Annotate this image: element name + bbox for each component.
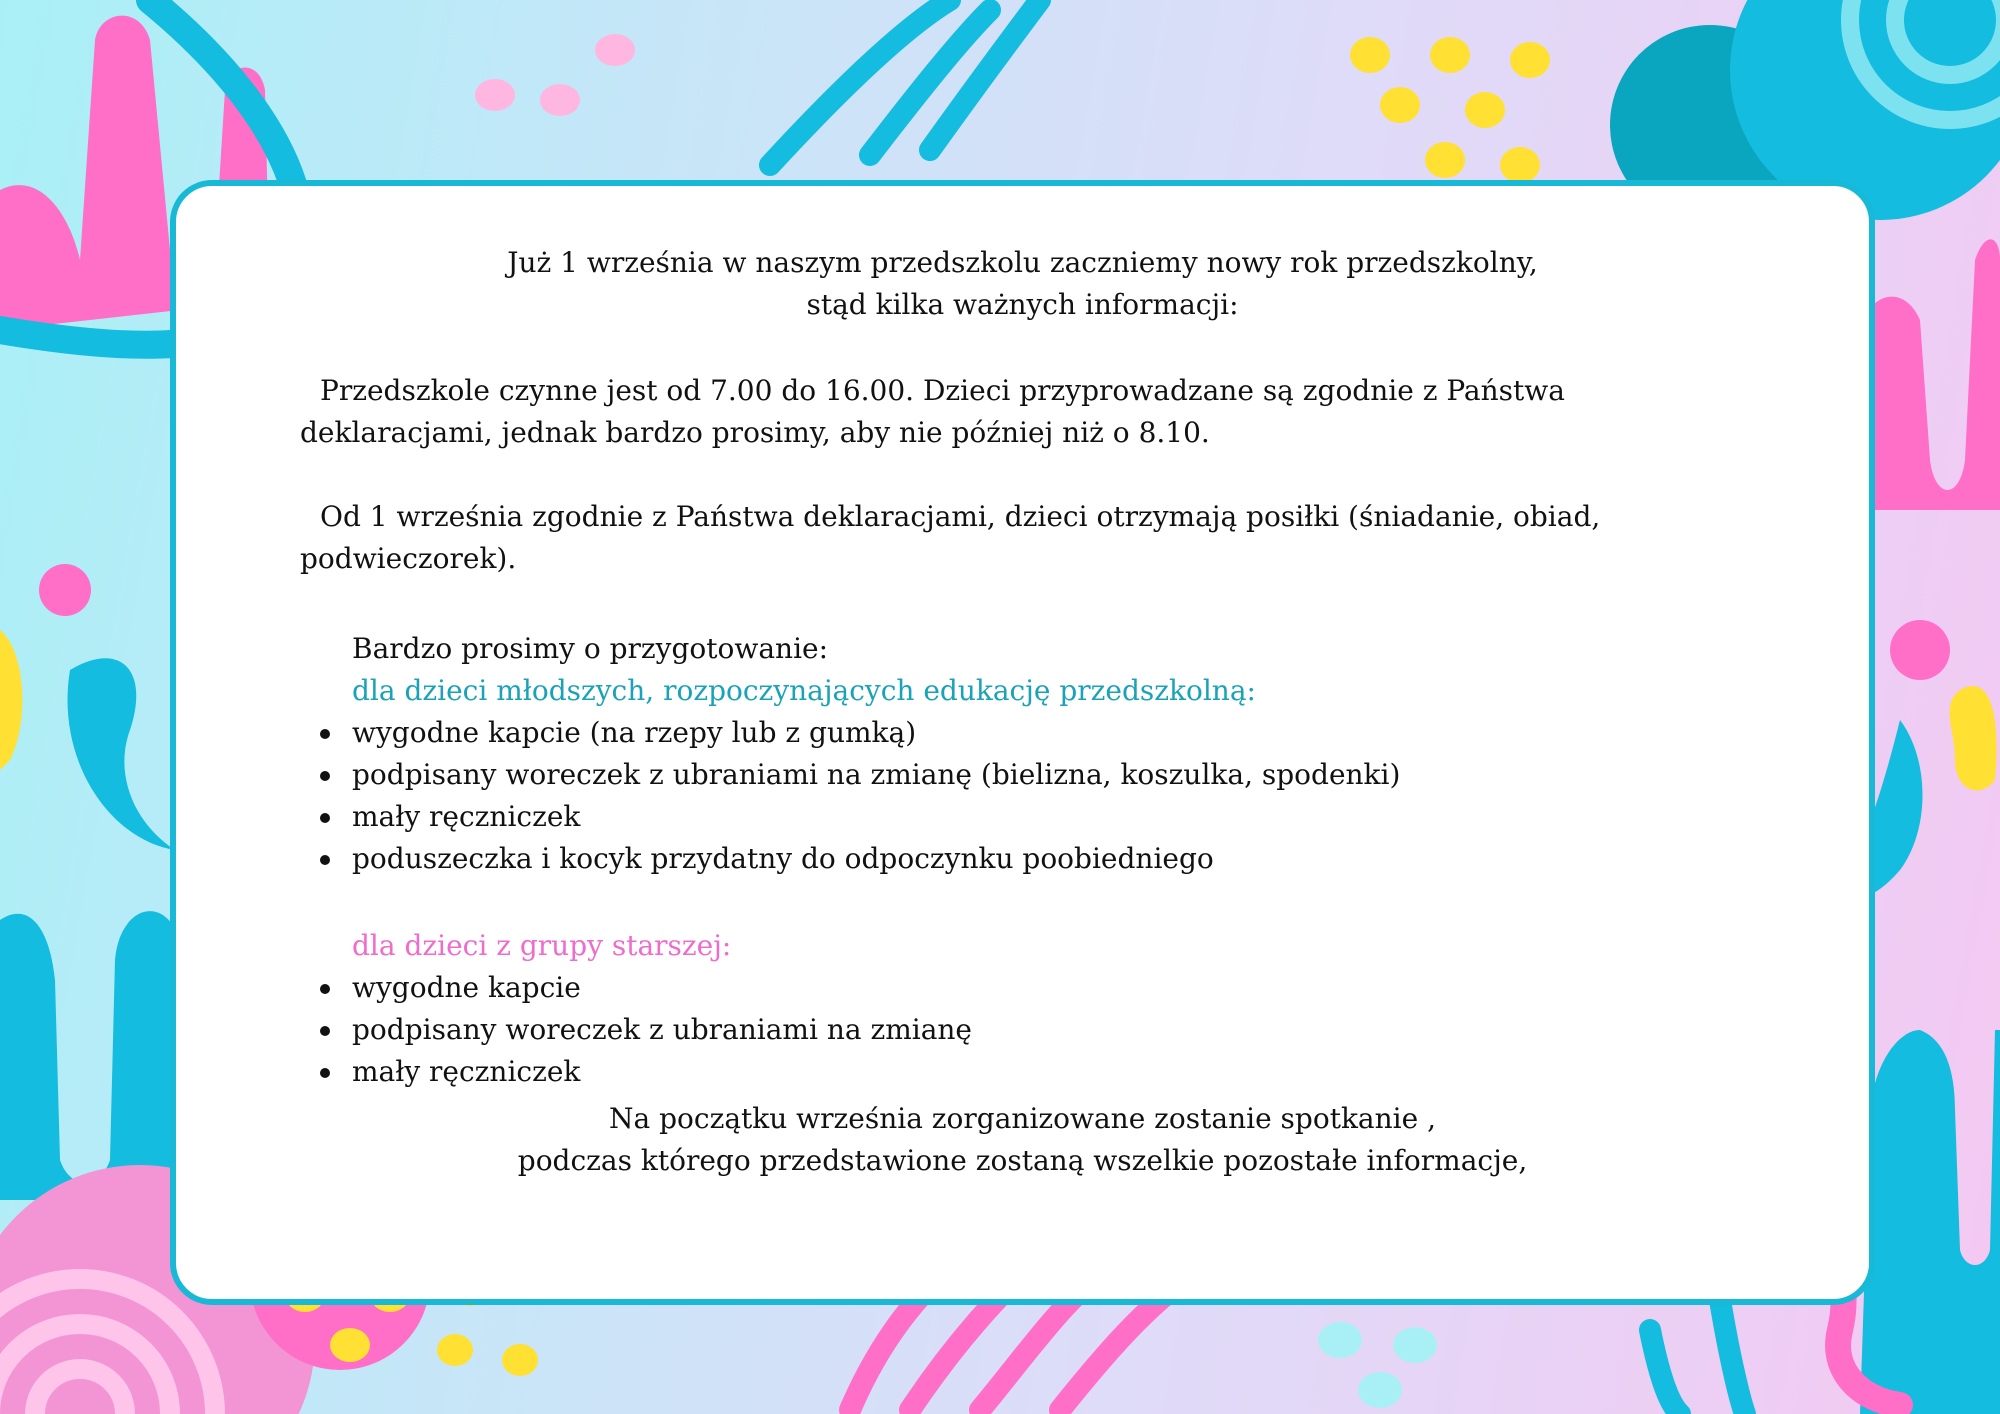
light-cyan-dot: [1318, 1322, 1362, 1358]
list-item: wygodne kapcie: [320, 967, 972, 1009]
yellow-dot: [1500, 147, 1540, 183]
pink-dot: [540, 84, 580, 116]
yellow-dot: [1465, 92, 1505, 128]
closing-line-2: podczas którego przedstawione zostaną wszelkie pozostałe informacje,: [517, 1144, 1528, 1177]
yellow-drop-left: [0, 630, 22, 770]
pink-dot-left: [39, 564, 91, 616]
yellow-dot: [1430, 37, 1470, 73]
meals-line-2: podwieczorek).: [300, 542, 517, 575]
older-group-heading: dla dzieci z grupy starszej:: [352, 929, 732, 962]
younger-group-heading: dla dzieci młodszych, rozpoczynających edukację przedszkolną:: [352, 674, 1256, 707]
older-items-list: [320, 967, 972, 1093]
yellow-dot: [437, 1334, 473, 1366]
intro-line-1: Już 1 września w naszym przedszkolu zaczniemy nowy rok przedszkolny,: [507, 246, 1538, 279]
list-item: podpisany woreczek z ubraniami na zmianę: [320, 1009, 972, 1051]
list-item: wygodne kapcie (na rzepy lub z gumką): [320, 712, 1400, 754]
yellow-dot: [1510, 42, 1550, 78]
pink-dot: [475, 79, 515, 111]
yellow-drop-right: [1950, 686, 1997, 790]
light-cyan-dot: [1393, 1327, 1437, 1363]
pink-dot-right: [1890, 620, 1950, 680]
closing-line-1: Na początku września zorganizowane zostanie spotkanie ,: [609, 1102, 1436, 1135]
yellow-dot: [1350, 37, 1390, 73]
prepare-heading: Bardzo prosimy o przygotowanie:: [352, 632, 829, 665]
yellow-dot: [330, 1328, 370, 1362]
list-item: poduszeczka i kocyk przydatny do odpoczynku poobiedniego: [320, 838, 1400, 880]
cyan-brush-strokes-top: [770, 0, 1040, 165]
hours-line-2: deklaracjami, jednak bardzo prosimy, aby nie później niż o 8.10.: [300, 416, 1210, 449]
meals-line-1: Od 1 września zgodnie z Państwa deklaracjami, dzieci otrzymają posiłki (śniadanie, obiad,: [320, 500, 1601, 533]
document-content: [170, 180, 1875, 1305]
hours-line-1: Przedszkole czynne jest od 7.00 do 16.00. Dzieci przyprowadzane są zgodnie z Państwa: [320, 374, 1565, 407]
cyan-drop-left: [68, 658, 175, 850]
pink-dot: [595, 34, 635, 66]
younger-items-list: [320, 712, 1400, 880]
light-cyan-dot: [1358, 1372, 1402, 1408]
yellow-dot: [1380, 87, 1420, 123]
intro-line-2: stąd kilka ważnych informacji:: [806, 288, 1239, 321]
list-item: mały ręczniczek: [320, 1051, 972, 1093]
yellow-dot: [502, 1344, 538, 1376]
yellow-dot: [1425, 142, 1465, 178]
cyan-stroke-bottom-right: [1650, 1300, 1745, 1414]
list-item: mały ręczniczek: [320, 796, 1400, 838]
list-item: podpisany woreczek z ubraniami na zmianę (bielizna, koszulka, spodenki): [320, 754, 1400, 796]
cyan-drip-shape-bottom-right: [1860, 1030, 2000, 1414]
